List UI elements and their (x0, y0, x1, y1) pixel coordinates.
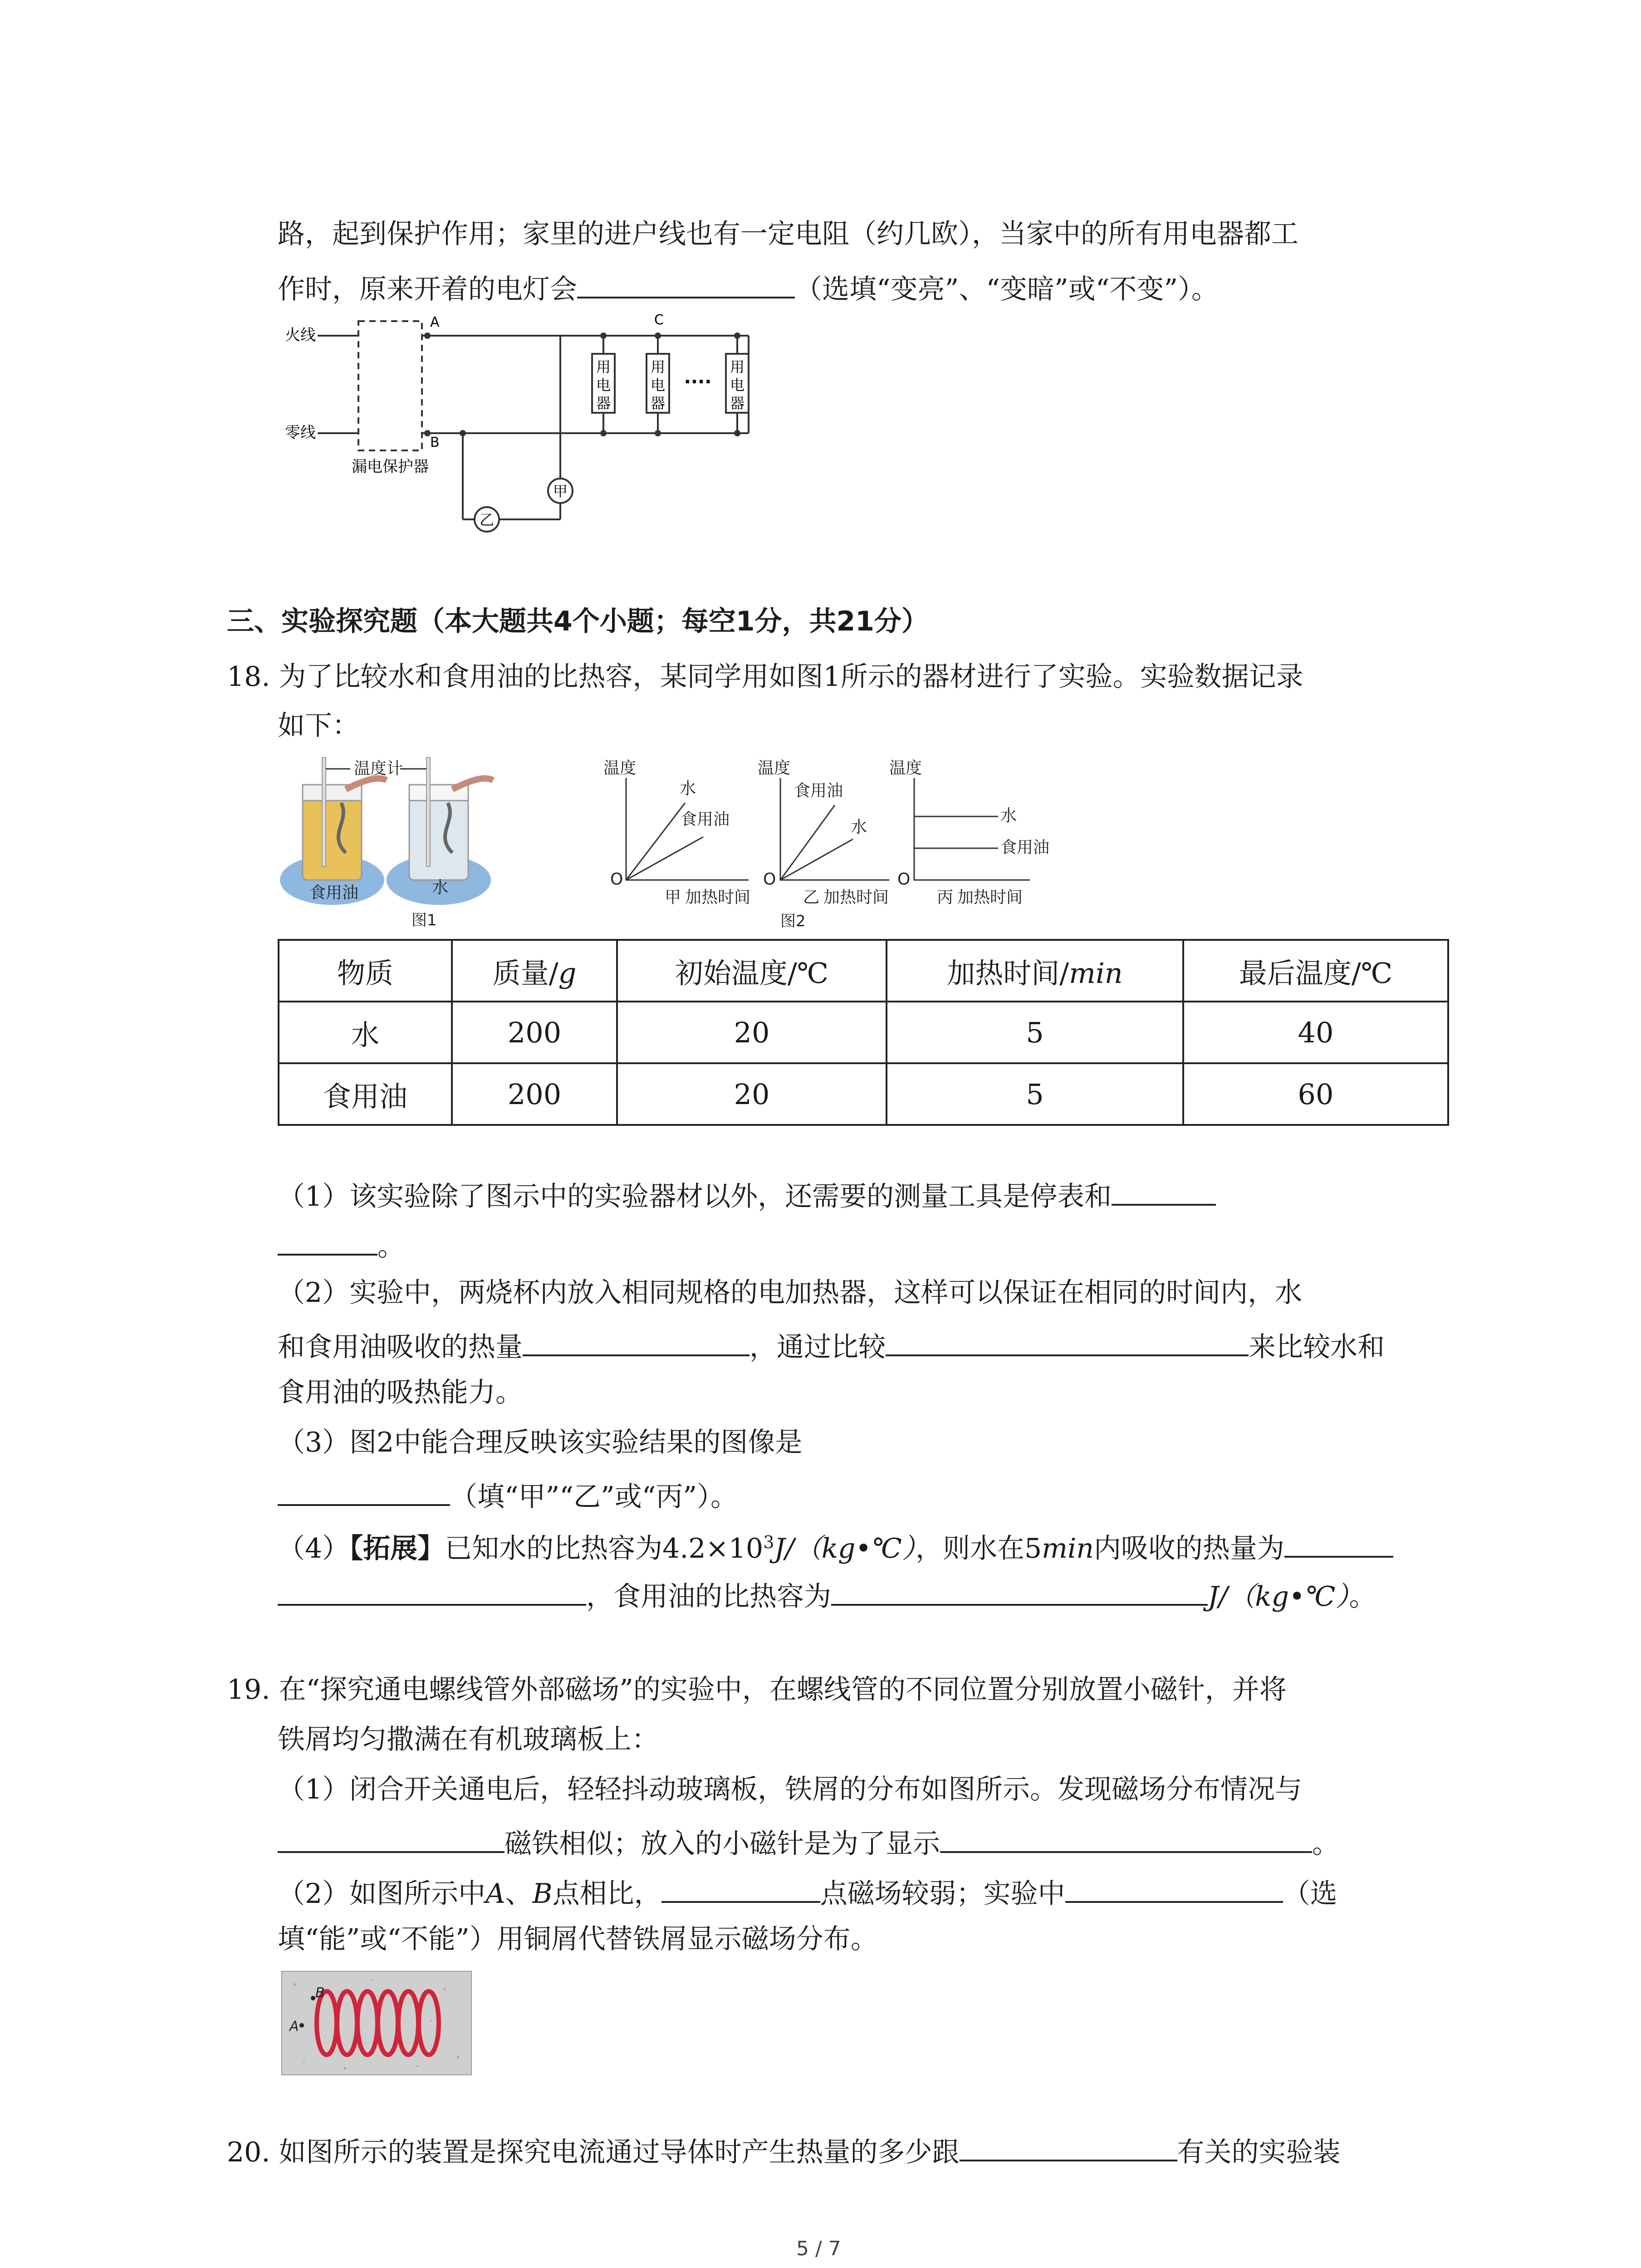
q19-p1-line-1: （1）闭合开关通电后，轻轻抖动玻璃板，铁屑的分布如图所示。发现磁场分布情况与 (278, 1774, 1303, 1805)
q18-line-2: 如下： (278, 710, 359, 742)
beaker-water-label: 水 (432, 878, 449, 897)
intro-text: 作时，原来开着的电灯会 (278, 274, 577, 305)
q19-line-1: 19. 在“探究通电螺线管外部磁场”的实验中，在螺线管的不同位置分别放置小磁针，并将 (227, 1674, 1287, 1706)
appliance-char: 用 (650, 358, 666, 376)
cell: 200 (452, 1002, 617, 1063)
q19-line-2: 铁屑均匀撒满在有机玻璃板上： (278, 1724, 659, 1755)
cell: 40 (1183, 1002, 1448, 1063)
table-row (279, 1063, 1448, 1125)
graph-jia-origin: O (610, 870, 623, 889)
q18-p2-line-3: 食用油的吸热能力。 (278, 1377, 523, 1408)
header-initial-temp: 初始温度/℃ (617, 940, 887, 1002)
appliance-char: 器 (596, 395, 611, 412)
point-a-label: A (430, 314, 440, 330)
solenoid-photo (281, 1971, 472, 2075)
cell: 200 (452, 1063, 617, 1125)
q18-line-1: 18. 为了比较水和食用油的比热容，某同学用如图1所示的器材进行了实验。实验数据记录 (227, 661, 1303, 693)
graph-bing-water: 水 (1000, 807, 1017, 825)
answer-blank[interactable] (523, 1325, 749, 1356)
answer-blank[interactable] (1284, 1526, 1393, 1558)
graph-bing-origin: O (897, 870, 911, 889)
graph-yi-name: 乙 (803, 888, 820, 907)
answer-blank[interactable] (278, 1574, 586, 1606)
intro-text-end: （选填“变亮”、“变暗”或“不变”）。 (795, 274, 1219, 305)
intro-line-1: 路，起到保护作用；家里的进户线也有一定电阻（约几欧），当家中的所有用电器都工 (278, 218, 1298, 250)
q18-p3-line-1: （3）图2中能合理反映该实验结果的图像是 (278, 1427, 803, 1458)
appliance-char: 器 (730, 395, 745, 412)
graph-yi-oil: 食用油 (794, 782, 843, 800)
appliance-char: 用 (730, 358, 745, 376)
point-c-label: C (654, 312, 664, 328)
answer-blank[interactable] (940, 1821, 1312, 1853)
cell: 水 (279, 1002, 452, 1063)
meter-jia-label: 甲 (553, 483, 568, 500)
q19-p1-line-2: 磁铁相似；放入的小磁针是为了显示 。 (278, 1821, 1339, 1862)
graph-yi-ylabel: 温度 (758, 759, 791, 777)
q18-p2-line-1: （2）实验中，两烧杯内放入相同规格的电加热器，这样可以保证在相同的时间内，水 (278, 1277, 1303, 1309)
answer-blank[interactable] (1065, 1871, 1283, 1903)
answer-blank[interactable] (278, 1821, 505, 1853)
beaker-oil-label: 食用油 (309, 884, 359, 902)
q19-p2-line-1: （2）如图所示中A、B点相比， 点磁场较弱；实验中 （选 (278, 1871, 1337, 1912)
graph-bing-oil: 食用油 (1000, 838, 1050, 857)
graph-bing-ylabel: 温度 (889, 759, 922, 777)
protector-label: 漏电保护器 (352, 458, 429, 476)
cell: 20 (617, 1002, 887, 1063)
graph-jia-water: 水 (680, 779, 696, 798)
answer-blank[interactable] (278, 1224, 377, 1256)
cell: 60 (1183, 1063, 1448, 1125)
graph-bing-name: 丙 (937, 888, 954, 907)
q19-p2-line-2: 填“能”或“不能”）用铜屑代替铁屑显示磁场分布。 (278, 1923, 878, 1955)
answer-blank[interactable] (960, 2130, 1177, 2161)
table-header-row (279, 940, 1448, 1002)
q18-p1-line-1: （1）该实验除了图示中的实验器材以外，还需要的测量工具是停表和 (278, 1174, 1216, 1215)
graph-yi-xlabel: 加热时间 (823, 888, 889, 907)
graph-jia-xlabel: 加热时间 (685, 888, 751, 907)
header-final-temp: 最后温度/℃ (1183, 940, 1448, 1002)
figure-1-apparatus (278, 748, 595, 934)
leakage-circuit-diagram (268, 308, 812, 553)
thermometer-label: 温度计 (354, 759, 403, 778)
page-number: 5 / 7 (796, 2237, 841, 2260)
q18-p3-line-2: （填“甲”“乙”或“丙”）。 (278, 1474, 738, 1515)
intro-line-2 (278, 267, 1219, 308)
cell: 20 (617, 1063, 887, 1125)
q18-p2-line-2: 和食用油吸收的热量 ，通过比较 来比较水和 (278, 1325, 1385, 1365)
header-mass: 质量/g (452, 940, 617, 1002)
figure-2-graphs (599, 748, 1089, 934)
appliance-char: 器 (650, 395, 666, 412)
meter-yi-label: 乙 (479, 511, 495, 528)
cell: 5 (887, 1063, 1183, 1125)
q20-line-1: 20. 如图所示的装置是探究电流通过导体时产生热量的多少跟 有关的实验装 (227, 2130, 1341, 2170)
ellipsis: ···· (684, 371, 712, 392)
graph-jia-name: 甲 (665, 888, 681, 907)
graph-yi-origin: O (763, 870, 776, 889)
point-a-label: A (289, 2019, 299, 2034)
graph-jia-ylabel: 温度 (603, 759, 637, 777)
answer-blank[interactable] (886, 1325, 1249, 1356)
appliance-char: 电 (650, 376, 666, 394)
q18-p4-line-2: ，食用油的比热容为 J/（kg•℃）。 (278, 1574, 1376, 1615)
q18-p4-line-1: （4）【拓展】已知水的比热容为$4.2\times 10^3J/(kg•℃)$，则水在5min内吸收的热量为 (278, 1524, 1393, 1567)
live-wire-label: 火线 (285, 326, 316, 344)
figure-1-caption: 图1 (411, 911, 437, 929)
answer-blank[interactable] (661, 1871, 820, 1903)
point-b-label: B (430, 435, 440, 450)
graph-bing-xlabel: 加热时间 (957, 888, 1023, 907)
answer-blank[interactable] (577, 267, 795, 298)
appliance-char: 电 (730, 376, 745, 394)
appliance-char: 用 (596, 358, 611, 376)
answer-blank[interactable] (278, 1474, 450, 1506)
table-row (279, 1002, 1448, 1063)
cell: 5 (887, 1002, 1183, 1063)
answer-blank[interactable] (831, 1574, 1208, 1606)
point-b-label: B (315, 1985, 325, 2001)
neutral-wire-label: 零线 (285, 424, 316, 442)
section-title: 三、实验探究题（本大题共4个小题；每空1分，共21分） (227, 606, 929, 637)
answer-blank[interactable] (1112, 1174, 1216, 1206)
figure-2-caption: 图2 (780, 912, 806, 930)
graph-jia-oil: 食用油 (681, 810, 730, 829)
graph-yi-water: 水 (851, 818, 867, 836)
data-table (278, 939, 1449, 1126)
appliance-char: 电 (596, 376, 611, 394)
header-substance: 物质 (279, 940, 452, 1002)
q18-p1-line-2: 。 (278, 1224, 405, 1265)
cell: 食用油 (279, 1063, 452, 1125)
header-heating-time: 加热时间/min (887, 940, 1183, 1002)
